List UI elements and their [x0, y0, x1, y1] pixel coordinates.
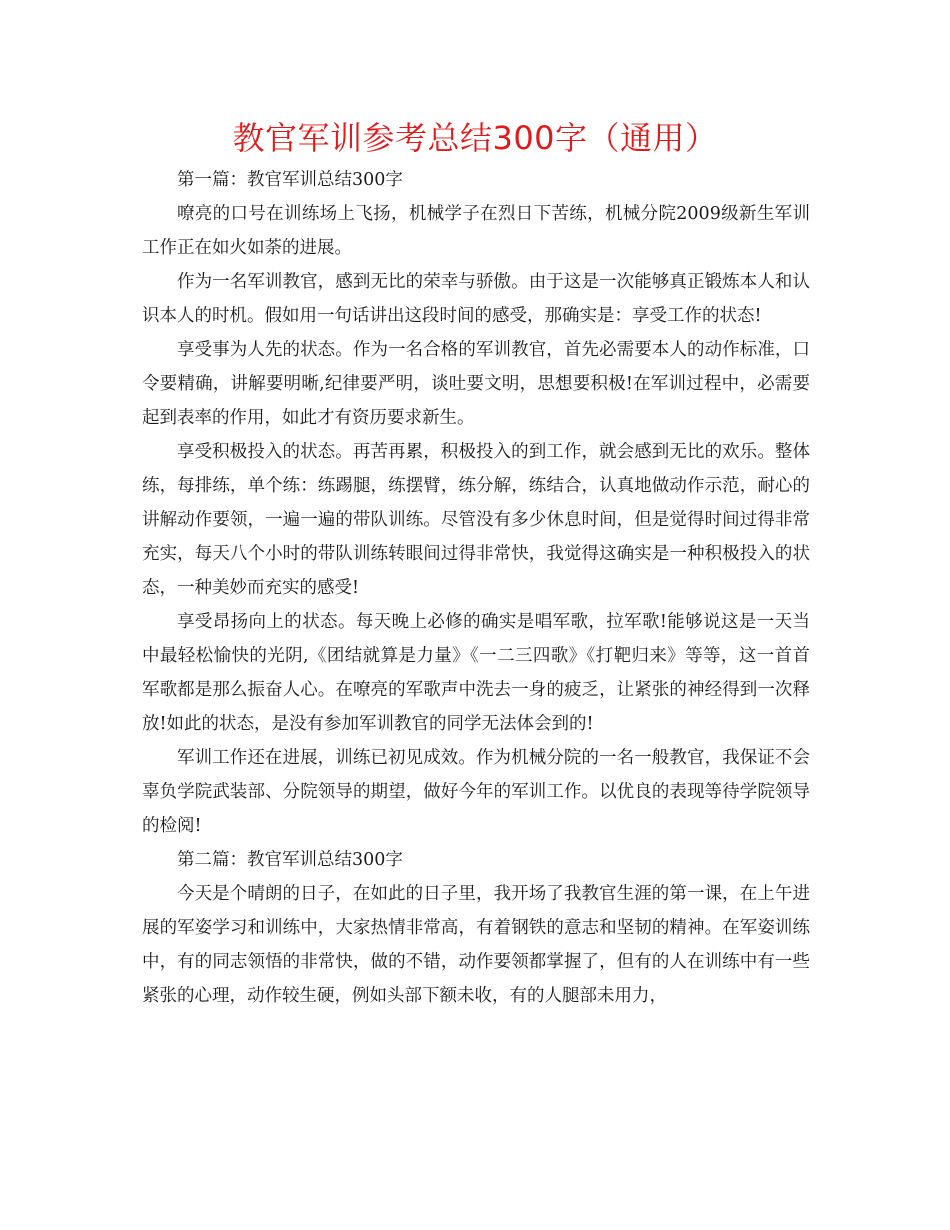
section-heading: 第二篇：教官军训总结300字 — [177, 850, 403, 870]
paragraph: 作为一名军训教官，感到无比的荣幸与骄傲。由于这是一次能够真正锻炼本人和认识本人的时机。假如用一句话讲出这段时间的感受，那确实是：享受工作的状态! — [142, 272, 810, 326]
paragraph: 军训工作还在进展，训练已初见成效。作为机械分院的一名一般教官，我保证不会辜负学院武装部、分院领导的期望，做好今年的军训工作。以优良的表现等待学院领导的检阅! — [142, 748, 810, 836]
paragraph: 享受事为人先的状态。作为一名合格的军训教官，首先必需要本人的动作标准，口令要精确，讲解要明晰,纪律要严明，谈吐要文明，思想要积极!在军训过程中，必需要起到表率的作用，如此才有资历要求新生。 — [142, 340, 810, 428]
section-heading: 第一篇：教官军训总结300字 — [177, 170, 403, 190]
paragraph: 今天是个晴朗的日子，在如此的日子里，我开场了我教官生涯的第一课，在上午进展的军姿学习和训练中，大家热情非常高，有着钢铁的意志和坚韧的精神。在军姿训练中，有的同志领悟的非常快，做的不错，动作要领都掌握了，但有的人在训练中有一些紧张的心理，动作较生硬，例如头部下额未收，有的人腿部未用力， — [142, 884, 810, 1006]
paragraph: 嘹亮的口号在训练场上飞扬，机械学子在烈日下苦练，机械分院2009级新生军训工作正在如火如荼的进展。 — [142, 204, 810, 258]
document-body — [142, 163, 810, 1013]
paragraph: 享受积极投入的状态。再苦再累，积极投入的到工作，就会感到无比的欢乐。整体练，每排练，单个练：练踢腿，练摆臂，练分解，练结合，认真地做动作示范，耐心的讲解动作要领，一遍一遍的带队训练。尽管没有多少休息时间，但是觉得时间过得非常充实，每天八个小时的带队训练转眼间过得非常快，我觉得这确实是一种积极投入的状态，一种美妙而充实的感受! — [142, 442, 810, 598]
document-title: 教官军训参考总结300字（通用） — [232, 119, 718, 157]
paragraph: 享受昂扬向上的状态。每天晚上必修的确实是唱军歌，拉军歌!能够说这是一天当中最轻松愉快的光阴,《团结就算是力量》《一二三四歌》《打靶归来》等等，这一首首军歌都是那么振奋人心。在嘹亮的军歌声中洗去一身的疲乏，让紧张的神经得到一次释放!如此的状态，是没有参加军训教官的同学无法体会到的! — [142, 612, 810, 734]
